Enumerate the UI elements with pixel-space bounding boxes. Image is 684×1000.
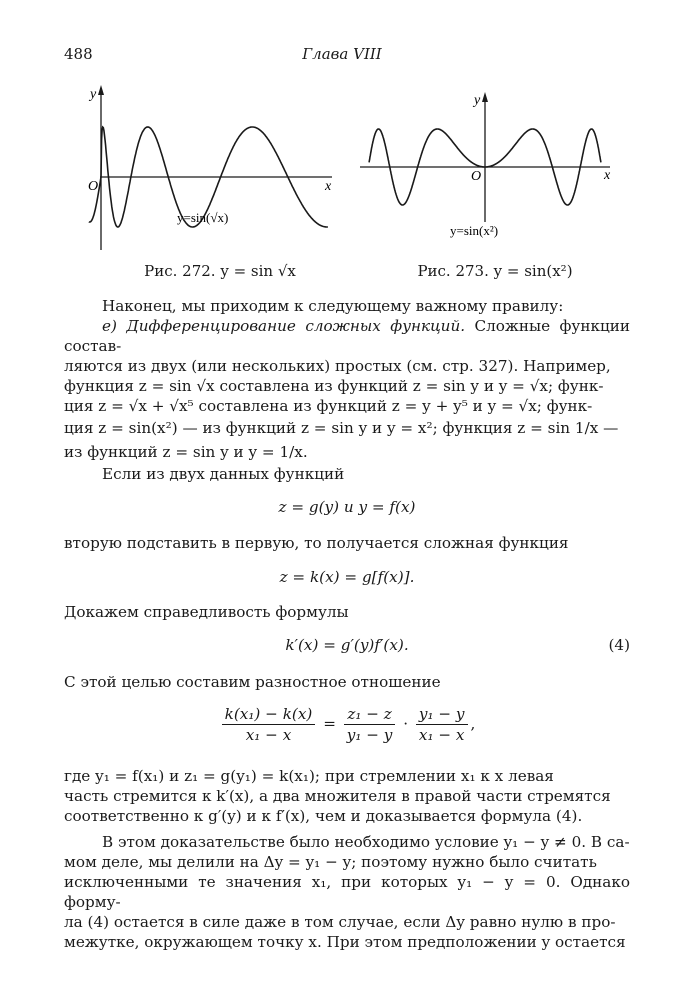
paragraph <box>64 533 630 553</box>
text-line: часть стремится к k′(x), а два множителя в правой части стремятся <box>64 787 611 805</box>
text-line: ляются из двух (или нескольких) простых (см. стр. 327). Например, <box>64 357 611 375</box>
paragraph <box>64 832 630 952</box>
denominator: y₁ − y <box>346 726 393 744</box>
text-line: исключенными те значения x₁, при которых y₁ − y = 0. Однако форму- <box>64 873 630 911</box>
y-axis-arrow <box>98 85 104 95</box>
fraction-a <box>344 704 396 745</box>
paragraph: Если из двух данных функций <box>102 465 345 483</box>
text-line: вторую подставить в первую, то получается сложная функция <box>64 534 569 552</box>
text-line: ция z = √x + √x⁵ составлена из функций z = y + y⁵ и y = √x; функ- <box>64 397 593 415</box>
y-axis-label: y <box>474 93 481 108</box>
origin-label: O <box>471 169 482 184</box>
paragraph <box>64 602 630 622</box>
y-axis-arrow <box>482 92 488 102</box>
text-line: соответственно к g′(y) и к f′(x), чем и доказывается формула (4). <box>64 807 583 825</box>
figure-272 <box>70 82 350 252</box>
numerator: z₁ − z <box>344 704 396 725</box>
curve-label: y=sin(√x) <box>177 210 229 225</box>
paragraph: Наконец, мы приходим к следующему важному правилу: <box>102 297 564 315</box>
text-line: ла (4) остается в силе даже в том случае, если Δy равно нулю в про- <box>64 913 616 931</box>
text-line: межутке, окружающем точку x. При этом предположении y остается <box>64 933 626 951</box>
x-axis-label: x <box>325 179 332 194</box>
fraction-b <box>416 704 468 745</box>
text-line: где y₁ = f(x₁) и z₁ = g(y₁) = k(x₁); при стремлении x₁ к x левая <box>64 767 554 785</box>
y-axis-label: y <box>90 87 97 102</box>
paragraph <box>64 316 630 356</box>
section-heading: е) Дифференцирование сложных функций. <box>102 317 466 335</box>
page-number: 488 <box>64 45 93 63</box>
text-line: ция z = sin(x²) — из функций z = sin y и y = x²; функция z = sin 1/x — <box>64 419 619 437</box>
text-line: функция z = sin √x составлена из функций z = sin y и y = √x; функ- <box>64 377 604 395</box>
formula-1: z = g(y) и y = f(x) <box>278 498 416 516</box>
text-line: из функций z = sin y и y = 1/x. <box>64 443 308 461</box>
caption-272: Рис. 272. y = sin √x <box>144 262 296 280</box>
denominator: x₁ − x <box>245 726 292 744</box>
formula-2: z = k(x) = g[f(x)]. <box>279 568 415 586</box>
difference-quotient-formula <box>64 704 630 745</box>
curve-label: y=sin(x²) <box>450 223 499 238</box>
figure-273 <box>360 82 620 252</box>
text-line: Докажем справедливость формулы <box>64 603 349 621</box>
numerator: k(x₁) − k(x) <box>222 704 316 725</box>
numerator: y₁ − y <box>416 704 468 725</box>
formula-4: k′(x) = g′(y)f′(x). <box>285 636 409 654</box>
fraction-lhs <box>222 704 316 745</box>
text-line: Сложные функции состав- <box>64 317 630 355</box>
formula-4-row <box>64 635 630 655</box>
chapter-title: Глава VIII <box>302 45 382 63</box>
equation-number: (4) <box>608 636 630 654</box>
equals-sign: = <box>323 714 336 733</box>
caption-273: Рис. 273. y = sin(x²) <box>417 262 573 280</box>
body-text <box>64 296 630 484</box>
x-axis-label: x <box>604 168 611 183</box>
text-line: В этом доказательстве было необходимо условие y₁ − y ≠ 0. В са- <box>102 833 630 851</box>
origin-label: O <box>88 179 99 194</box>
paragraph <box>64 766 630 826</box>
comma: , <box>470 714 476 733</box>
text-line: мом деле, мы делили на Δy = y₁ − y; поэтому нужно было считать <box>64 853 597 871</box>
paragraph <box>64 672 630 692</box>
dot-operator: · <box>403 714 409 733</box>
denominator: x₁ − x <box>418 726 465 744</box>
text-line: С этой целью составим разностное отношение <box>64 673 441 691</box>
